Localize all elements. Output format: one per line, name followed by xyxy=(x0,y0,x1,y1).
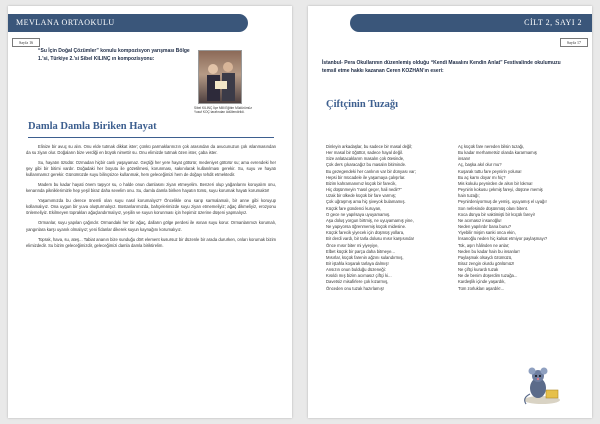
article-paragraph: Toprak, hava, su, ateş... Tabiat ananın bize sunduğu dört element kusursuz bir düzenle bir arada dururken, onları korumak bizim elimizdedir. Su bizim geleceğimizdir, geleceğimizi damla damla biriktirelim. xyxy=(26,236,276,248)
poem-line: Aç, başka akıl olur mu? xyxy=(458,162,502,168)
left-page xyxy=(8,6,292,418)
article-paragraph: Madem bu kadar hayati önem taşıyor su, o halde onun damlasını ziyan etmeyelim. Benzeri olup yağanlarını koruyalım onu, kenarında pikniklerimizle hep yeşil biraz daha sevelim onu. Su, damla damla biriken hayatın tümü, suyu korumak hayatı korumaktır! xyxy=(26,182,276,194)
poem-line: Aç küçük fare nereden bilsin tuzağı, xyxy=(458,144,525,149)
poem-line: Bu kadar merhametsiz olanda kararmamış xyxy=(458,150,537,156)
poem-line: Küçük fare gündenci kuruyan, xyxy=(326,205,382,211)
poem-title: Çiftçinin Tuzağı xyxy=(326,99,399,110)
poem-line: Tüm zorlukları aşardık!... xyxy=(458,285,505,291)
poem-line: Bizim kahramanımız küçük bir farecik, xyxy=(326,180,397,186)
poem-line: Davetsiz misafirlere çok kızarmış, xyxy=(326,279,389,285)
article-paragraph: Su, hayatın özüdür. Ozmadan hiçbir canlı yaşayamaz. Geçtiği her yere hayat götürür, medeniyet götürür su; ama evrendeki her şey gibi bir bitimi vardır. Doğadaki her boyutu ile gözetilmesi, korunması, sakınılarak kullanılması gerekir. Su, suyu ve hayatı kullanmamız gerekir. Günümüzde suyu bilinçsizce kullanmak, hem geleceğimizi hem de doğayı tehdit etmektedir. xyxy=(26,160,276,178)
poem-line: Çok ders çıkaracağız bu masalın bitiminde. xyxy=(326,162,407,168)
poem-line: Neden yapılırdır bana bunu? xyxy=(458,224,512,230)
poem-line: Yiyebilir mişim sanki onca ekin, xyxy=(458,230,516,236)
poem-line: Ne acımasız insanoğlu! xyxy=(458,217,502,223)
poem-line: Mis kokulu peynirden de alsın bir lokma! xyxy=(458,180,533,186)
poem-line: Peynirin kokusu çekmiş fareyi, düşüne memiş xyxy=(458,187,543,193)
poem-line: Paylaşmak olsaydı özümüzü, xyxy=(458,254,513,260)
poem-line: Ansızın onun bulduğu düzeneği: xyxy=(326,267,386,273)
article-body xyxy=(26,144,276,253)
poem-line: O gece ne yapılsaya uyuyamamış. xyxy=(326,211,391,217)
poem-line: Koca dünya bir vaktimişti bir küçük fareyi! xyxy=(458,211,535,217)
poem-line: Son nefesinde düşünmüş olanı bitent. xyxy=(458,205,529,211)
photo-caption: Sibel KILINÇ İlçe Milli Eğitim Müdürümüz Yusuf KOÇ tarafından ödüllendirildi. xyxy=(194,106,252,115)
right-page xyxy=(308,6,592,418)
poem-line: Neden bu kadar hain bu insanlar! xyxy=(458,248,520,254)
poem-line: Dinleyin arkadaşlar, bu sadece bir masal değil; xyxy=(326,144,413,149)
poem-line: Biraz zengin olurdu gönlümüz! xyxy=(458,260,515,266)
volume-header-banner: CİLT 2, SAYI 2 xyxy=(350,14,592,32)
poem-line: insanı! xyxy=(458,156,471,162)
poem-line: Kısıldı mış bizim acımasız çiftçi ki... xyxy=(326,273,392,279)
poem-line: hain tuzağı; xyxy=(458,193,480,199)
poem-line: Size anlatacaklarım masalın çok ötesinde, xyxy=(326,156,405,162)
poem-line: Çok uğraşmış ama hiç şiveyok bulamamış. xyxy=(326,199,406,205)
poem-line: Bir iştahla koşarak tarlaya dalmış! xyxy=(326,260,389,266)
poem-line: Peynirdeniyormuş de yemiş, uyuyamış el uyağı! xyxy=(458,199,547,205)
poem-line: Önce mısır biter mi yiyeyiye, xyxy=(326,242,379,248)
article-paragraph: Ormanlar, suyu yapılan çağındır. Ormandaki her bir ağaç, dalların gölge perdesi ile ısınan suyu korur. Ormanlarımızı korumalı, yangınlara karşı uyanık olmalıyız; yeni fidanlar dikerek suyun kaynağını korumalıyız. xyxy=(26,220,276,232)
poem-line: Ne de benim düşerdim tuzağa... xyxy=(458,273,518,279)
poem-column-1 xyxy=(326,144,460,292)
right-intro-text: İstanbul- Pera Okullarının düzenlemiş olduğu “Kendi Masalını Kendin Anlat” Festivalinde okulumuzu temsil etme hakkı kazanan Ceren KOZHAN’ın eseri: xyxy=(322,60,561,74)
article-paragraph: Yaşamımızda bu derece önemli olan suyu nasıl korumalıyız? Öncelikle onu sarıp sarmalamalı, bir anne gibi koruyup kollamalıyız. Ona uygun bir yuva oluşturmalıyız. Bostanlarımızda, bahçelerimizde suyu ziyan etmemeliyiz; ağaç dikmeliyiz, erozyonu önlemeliyiz. Ekilmeyen toprakları ağaçlandırmalıyız, yeşilin ve suyun korunması için hepimiz üzerine düşeni yapmalıyız. xyxy=(26,198,276,216)
poem-line: Bu aç karnı doyar mı hiç? xyxy=(458,174,506,180)
article-title: Damla Damla Biriken Hayat xyxy=(28,121,157,132)
poem-line: Bir derdi vardı, bir tarla dolusu mısır karşısında! xyxy=(326,236,414,242)
poem-line: Hiç düşünmeyin “nasıl geçer, hali nedir?” xyxy=(326,187,402,193)
poem-line: Elbet küçük bir parça daha bitmeye... xyxy=(326,248,395,254)
page-number-right: Sayfa 17 xyxy=(560,38,588,47)
poem-line: Kardeşlik içinde yaşardık, xyxy=(458,279,506,285)
poem-line: Uzak bir ülkede küçük bir fare varmış; xyxy=(326,193,397,199)
poem-line: Hepsi bir mücadele ile yaşamaya çalışırlar. xyxy=(326,174,406,180)
poem-line: Aşa doluş yorgun birtmiş, ne uyuyamamış yine, xyxy=(326,217,414,223)
poem-line: Küçük farecik yiyecek için düşmüş yollara, xyxy=(326,230,405,236)
poem-line: Bu gezegendeki her canlının var bir dünyası var; xyxy=(326,168,416,174)
poem-line: Ne yapıyorsa öğrenmemiş küçük midesine. xyxy=(326,224,407,230)
article-paragraph: Elinize bir avuç su alın. Onu elde tutmak dikkat ister; çünkü parmaklarınızın çok arasından da avucunuzun çok ıslanmasından da su ziyan olur. Doğaların bize verdiği en büyük nimettir su. Onu elimizde tutmak özen ister, çaba ister. xyxy=(26,144,276,156)
poem-line: Önceden onu tuzak hazırlamış! xyxy=(326,285,384,291)
poem-column-2 xyxy=(458,144,584,292)
poem-line: Kuşarak tuttu fare peynirin yoluna! xyxy=(458,168,522,174)
left-intro-text: “Su İçin Doğal Çözümler” konulu kompozisyon yarışması Bölge 1.’si, Türkiye 2.’si Sibel KILINÇ ın kompozisyonu: xyxy=(38,48,190,62)
poem-line: Mısırlar, küçük farenin ağzını sulandırmış, xyxy=(326,254,404,260)
school-header-banner: MEVLANA ORTAOKULU xyxy=(8,14,248,32)
poem-line: Tok, aşırı hâlinden ne anlar; xyxy=(458,242,510,248)
poem-line: Ne çiftçi kurardı tuzak xyxy=(458,267,499,273)
award-photo xyxy=(198,50,242,104)
poem-line: Her masal bir öğüttür, sadece hayal değil. xyxy=(326,150,404,156)
mouse-illustration xyxy=(520,364,564,406)
poem-line: İnsanoğlu neden hiç kalsat etmiyor paylaşmayı? xyxy=(458,236,548,242)
title-divider xyxy=(28,137,274,138)
page-number-left: Sayfa 16 xyxy=(12,38,40,47)
